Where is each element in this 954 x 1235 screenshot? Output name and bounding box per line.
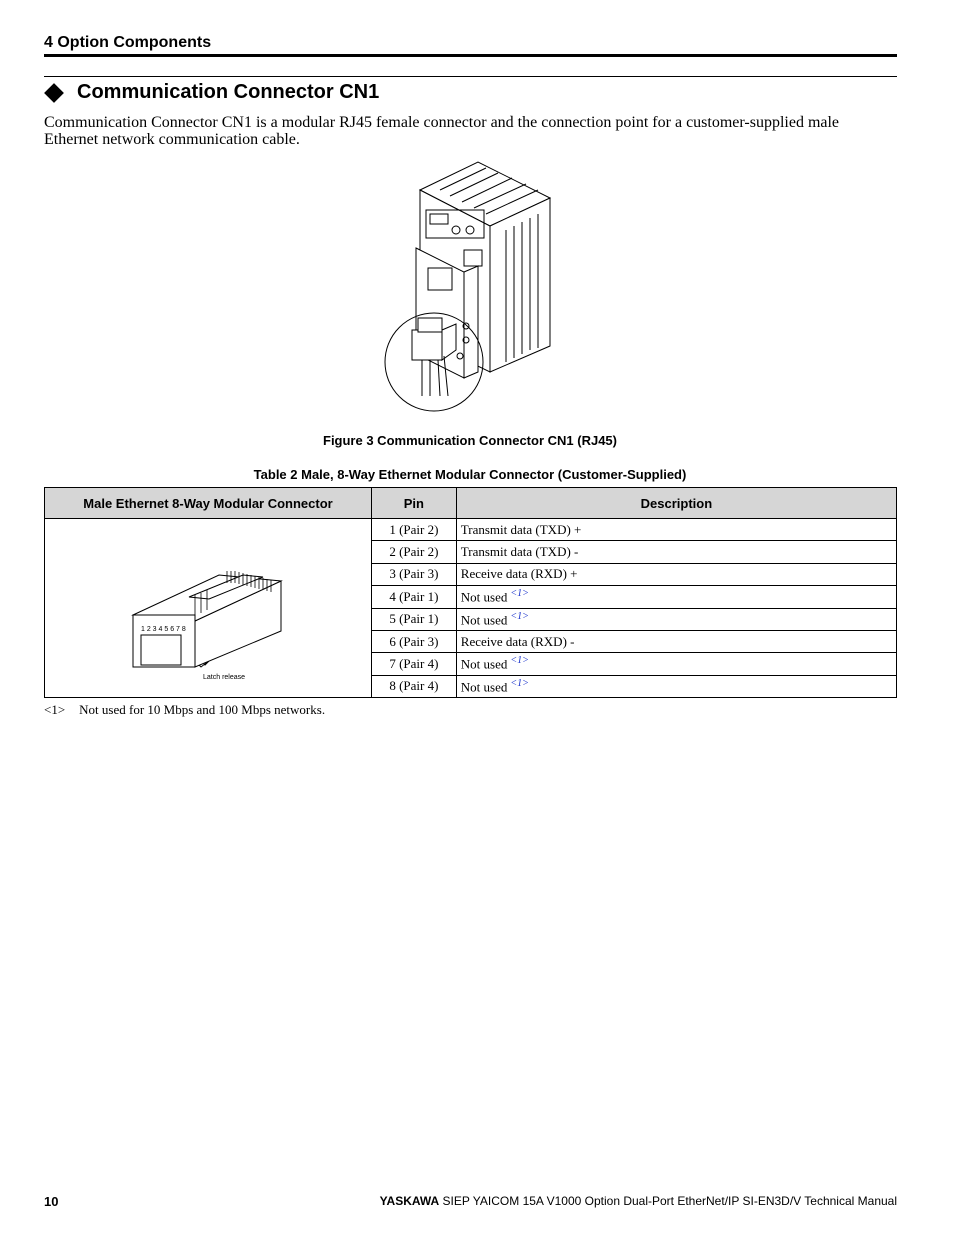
header-pin: Pin: [372, 488, 457, 519]
pin-cell: 4 (Pair 1): [372, 586, 457, 608]
diamond-bullet-icon: [44, 83, 64, 103]
table-caption: Table 2 Male, 8-Way Ethernet Modular Connector (Customer-Supplied): [253, 467, 687, 482]
section-heading: [44, 81, 379, 104]
figure-caption: Figure 3 Communication Connector CN1 (RJ45): [323, 433, 617, 448]
description-cell: Not used $^{<1>}$: [456, 675, 896, 697]
intro-paragraph: Communication Connector CN1 is a modular RJ45 female connector and the connection point for a customer-supplied male Ethernet network communication cable.: [44, 114, 840, 148]
description-cell: Not used $^{<1>}$: [456, 608, 896, 630]
header-description: Description: [456, 488, 896, 519]
footnote-ref-link[interactable]: <1>: [510, 677, 529, 689]
pin-cell: 2 (Pair 2): [372, 541, 457, 563]
page-number: 10: [44, 1194, 59, 1209]
pin-cell: 6 (Pair 3): [372, 630, 457, 652]
description-cell: Receive data (RXD) -: [456, 630, 896, 652]
footnote-ref-link[interactable]: <1>: [510, 655, 529, 667]
pin-cell: 7 (Pair 4): [372, 653, 457, 675]
brand-name: YASKAWA: [379, 1194, 440, 1208]
latch-release-label: Latch release: [203, 674, 246, 681]
description-cell: Not used $^{<1>}$: [456, 653, 896, 675]
description-cell: Transmit data (TXD) +: [456, 519, 896, 541]
pin-cell: 8 (Pair 4): [372, 675, 457, 697]
table-row: [45, 519, 897, 541]
heading-rule: [44, 76, 897, 77]
pin-cell: 1 (Pair 2): [372, 519, 457, 541]
manual-title: [380, 1194, 897, 1208]
connector-image-cell: [45, 519, 372, 698]
description-cell: Receive data (RXD) +: [456, 563, 896, 585]
rj45-plug-drawing: [49, 519, 367, 693]
header-rule: [44, 54, 897, 57]
pin-cell: 3 (Pair 3): [372, 563, 457, 585]
pin-numbers-label: 1 2 3 4 5 6 7 8: [141, 626, 186, 633]
header-connector: Male Ethernet 8-Way Modular Connector: [45, 488, 372, 519]
description-cell: Transmit data (TXD) -: [456, 541, 896, 563]
footnote-ref-link[interactable]: <1>: [510, 588, 529, 600]
heading-title: Communication Connector CN1: [77, 81, 380, 103]
table-header-row: [45, 488, 897, 519]
description-cell: Not used $^{<1>}$: [456, 586, 896, 608]
pin-cell: 5 (Pair 1): [372, 608, 457, 630]
footnote-text: Not used for 10 Mbps and 100 Mbps networks.: [79, 702, 326, 717]
section-header: 4 Option Components: [44, 34, 212, 51]
footnote-ref-link[interactable]: <1>: [510, 610, 529, 622]
manual-title-text: SIEP YAICOM 15A V1000 Option Dual-Port EtherNet/IP SI-EN3D/V Technical Manual: [442, 1194, 897, 1208]
footnote: [44, 702, 325, 718]
drive-connector-illustration: [378, 150, 578, 420]
footnote-mark: <1>: [44, 702, 66, 717]
pin-table: [44, 487, 897, 698]
